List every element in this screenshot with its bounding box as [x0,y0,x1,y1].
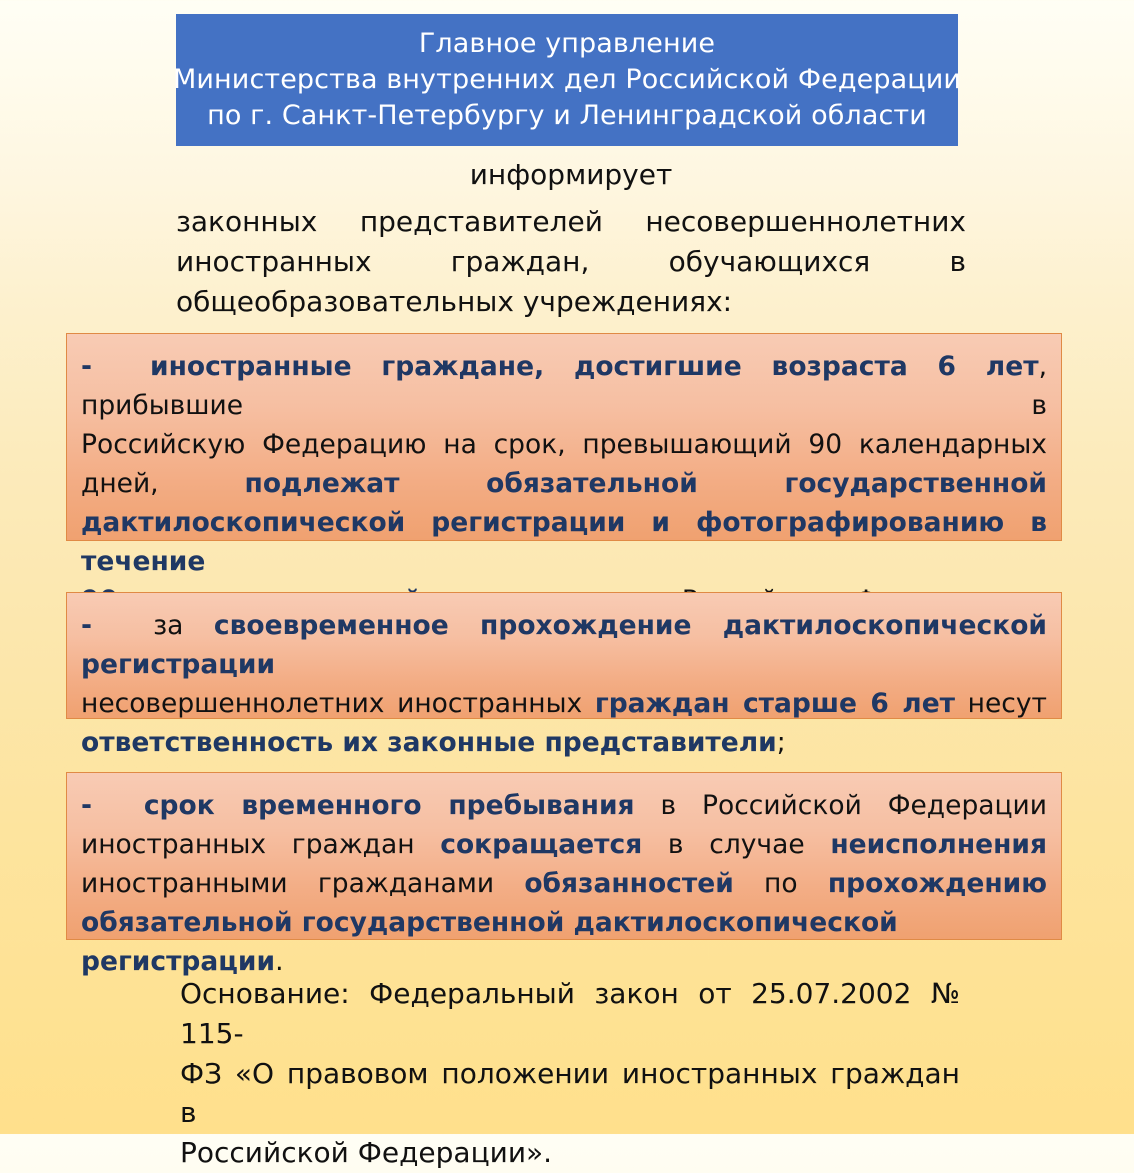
box2-plain-1: за [153,610,214,641]
box1-plain-1: , прибывшие в [81,351,1047,421]
box2-plain-2b: несут [955,687,1047,719]
box3-bullet-dash: - [81,790,92,821]
intro-paragraph [176,202,966,321]
box2-bullet-dash: - [81,610,92,641]
box1-bullet-dash: - [81,351,92,382]
box3-plain-2b: в случае [642,828,831,860]
box3-line-1 [81,787,1047,826]
box3-plain-3b: по [733,867,828,899]
box2-line-2 [81,685,1047,724]
box2-line-3 [81,724,1047,763]
callout-box-2-text [81,607,1047,763]
header-banner [173,14,962,146]
box1-bold-4: дактилоскопической регистрации и фотографированию в течение [81,506,1047,577]
callout-box-3-text [81,787,1047,982]
box1-line-2: Российскую Федерацию на срок, превышающий 90 календарных [81,428,1047,460]
box3-plain-4: . [275,945,284,977]
box2-bold-2: граждан старше 6 лет [594,687,956,719]
box3-bold-1: срок временного пребывания [143,790,635,821]
box1-line-3 [81,465,1047,504]
intro-line-2: иностранных граждан, обучающихся в [176,244,966,278]
box2-plain-3: ; [776,726,786,758]
box1-plain-3: дней, [81,467,245,499]
footer-line-3: Российской Федерации». [180,1136,553,1169]
box1-bold-1: иностранные граждане, достигшие возраста 6 лет [150,351,1039,382]
header-line-2: Министерства внутренних дел Российской Федерации [173,64,962,96]
box3-plain-3: иностранными гражданами [81,867,525,899]
legal-basis-note [180,974,960,1173]
callout-box-1 [66,333,1062,577]
box3-line-3 [81,865,1047,904]
intro-line-3: общеобразовательных учреждениях: [176,284,733,318]
box3-bold-2b: неисполнения [830,828,1048,860]
box1-bold-3: подлежат обязательной государственной [244,467,1047,499]
header-line-1: Главное управление [418,28,716,60]
box3-plain-2: иностранных граждан [81,828,441,860]
box2-bold-3: ответственность их законные представители [81,726,777,758]
box3-line-4 [81,904,1047,982]
box3-bold-2a: сокращается [440,828,643,860]
box3-bold-4: обязательной государственной дактилоскопической регистрации [81,906,898,977]
box2-plain-2: несовершеннолетних иностранных [81,687,595,719]
box2-bold-1: своевременное прохождение дактилоскопической регистрации [81,610,1047,680]
callout-box-2 [66,592,1062,758]
callout-box-1-text [81,348,1047,621]
footer-line-2: ФЗ «О правовом положении иностранных граждан в [180,1056,960,1130]
box1-line-1 [81,348,1047,426]
box1-line-4 [81,504,1047,582]
callout-box-3 [66,772,1062,977]
footer-line-1: Основание: Федеральный закон от 25.07.2002 № 115- [180,977,960,1050]
box3-bold-3b: прохождению [827,867,1047,899]
informs-label: информирует [469,158,673,191]
box2-line-1 [81,607,1047,685]
intro-line-1: законных представителей несовершеннолетних [176,205,966,238]
box3-plain-1: в Российской Федерации [634,790,1047,821]
box3-bold-3a: обязанностей [524,867,734,899]
box3-line-2 [81,826,1047,865]
header-line-3: по г. Санкт-Петербургу и Ленинградской области [207,99,927,131]
